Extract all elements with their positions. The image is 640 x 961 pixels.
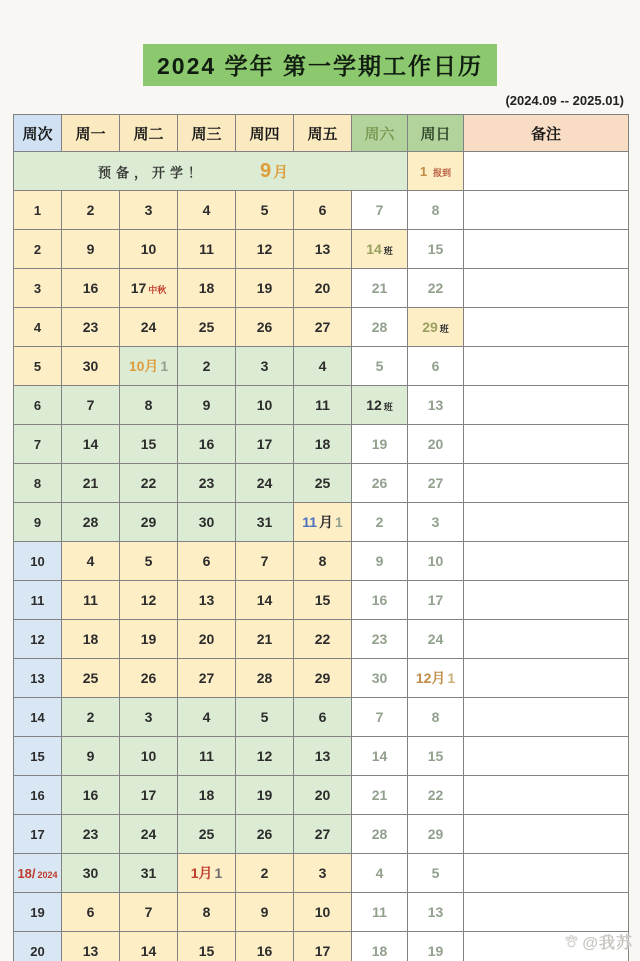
calendar-week-row: [14, 581, 629, 620]
day-cell: 17 中秋: [120, 269, 178, 308]
header-week-number: 周次: [14, 115, 62, 152]
remark-cell: [464, 620, 629, 659]
header-day-tuesday: 周二: [120, 115, 178, 152]
remark-cell: [464, 854, 629, 893]
september-first-registration-cell: 1 报到: [408, 152, 464, 191]
day-cell: 14: [62, 425, 120, 464]
week-number-cell: 10: [14, 542, 62, 581]
day-cell: 7: [352, 191, 408, 230]
day-cell: 18: [352, 932, 408, 961]
day-cell: 25: [178, 815, 236, 854]
calendar-week-row: [14, 269, 629, 308]
day-cell: 4: [62, 542, 120, 581]
week-number-cell: 19: [14, 893, 62, 932]
day-cell: 9: [178, 386, 236, 425]
day-cell: 24: [408, 620, 464, 659]
day-cell: 19: [236, 269, 294, 308]
calendar-table: [13, 114, 629, 961]
day-cell: 4: [178, 698, 236, 737]
day-cell: 13: [408, 893, 464, 932]
day-cell: 5: [236, 191, 294, 230]
remark-cell: [464, 308, 629, 347]
day-cell: 22: [408, 776, 464, 815]
week-number-cell: 16: [14, 776, 62, 815]
day-cell: 30: [62, 347, 120, 386]
calendar-week-row: [14, 503, 629, 542]
remark-cell: [464, 503, 629, 542]
day-cell: 7: [120, 893, 178, 932]
week-number-cell: 13: [14, 659, 62, 698]
day-cell: 11: [352, 893, 408, 932]
calendar-week-row: [14, 425, 629, 464]
title-wrap: [0, 0, 640, 86]
remark-cell: [464, 347, 629, 386]
day-cell: 12: [236, 737, 294, 776]
header-day-thursday: 周四: [236, 115, 294, 152]
remark-cell: [464, 191, 629, 230]
day-cell: 21: [236, 620, 294, 659]
day-cell: 9: [62, 737, 120, 776]
day-cell: 3: [120, 191, 178, 230]
day-cell: 24: [236, 464, 294, 503]
month-banner-row: [14, 152, 629, 191]
header-remark: 备注: [464, 115, 629, 152]
day-cell: 6: [62, 893, 120, 932]
week-number-cell: 18/ 2024: [14, 854, 62, 893]
day-cell: 15: [120, 425, 178, 464]
calendar-week-row: [14, 776, 629, 815]
week-number-cell: 12: [14, 620, 62, 659]
remark-cell: [464, 425, 629, 464]
day-cell: 20: [294, 269, 352, 308]
day-cell: 31: [120, 854, 178, 893]
day-cell: 28: [62, 503, 120, 542]
day-cell: 13: [294, 230, 352, 269]
day-cell: 7: [352, 698, 408, 737]
september-month-label: 9 月: [260, 159, 289, 182]
day-cell: 10: [294, 893, 352, 932]
date-range: (2024.09 -- 2025.01): [505, 93, 624, 108]
remark-cell: [464, 893, 629, 932]
day-cell: 16: [62, 776, 120, 815]
day-cell: 19: [236, 776, 294, 815]
remark-cell: [464, 152, 629, 191]
day-cell: 31: [236, 503, 294, 542]
day-cell: 9: [352, 542, 408, 581]
day-cell: 30: [178, 503, 236, 542]
day-cell: 2: [236, 854, 294, 893]
header-day-monday: 周一: [62, 115, 120, 152]
day-cell: 21: [352, 776, 408, 815]
day-cell: 10: [236, 386, 294, 425]
day-cell: 16: [352, 581, 408, 620]
week-number-cell: 9: [14, 503, 62, 542]
day-cell: 4: [352, 854, 408, 893]
day-cell: 8: [408, 698, 464, 737]
calendar-week-row: [14, 932, 629, 961]
day-cell: 12 班: [352, 386, 408, 425]
week-number-cell: 15: [14, 737, 62, 776]
day-cell: 2: [62, 698, 120, 737]
day-cell: 24: [120, 815, 178, 854]
remark-cell: [464, 269, 629, 308]
remark-cell: [464, 659, 629, 698]
day-cell: 10: [120, 737, 178, 776]
calendar-week-row: [14, 191, 629, 230]
day-cell: 11: [294, 386, 352, 425]
day-cell: 2: [178, 347, 236, 386]
day-cell: 15: [408, 737, 464, 776]
week-number-cell: 17: [14, 815, 62, 854]
week-number-cell: 7: [14, 425, 62, 464]
day-cell: 18: [178, 269, 236, 308]
remark-cell: [464, 698, 629, 737]
day-cell: 26: [352, 464, 408, 503]
calendar-week-row: [14, 542, 629, 581]
day-cell: 9: [236, 893, 294, 932]
header-day-wednesday: 周三: [178, 115, 236, 152]
day-cell: 28: [352, 815, 408, 854]
day-cell: 17: [294, 932, 352, 961]
day-cell: 14: [236, 581, 294, 620]
week-number-cell: 11: [14, 581, 62, 620]
day-cell: 7: [236, 542, 294, 581]
day-cell: 8: [408, 191, 464, 230]
calendar-week-row: [14, 893, 629, 932]
header-day-sunday: 周日: [408, 115, 464, 152]
day-cell: 27: [294, 815, 352, 854]
day-cell: 27: [178, 659, 236, 698]
day-cell: 20: [178, 620, 236, 659]
day-cell: 17: [236, 425, 294, 464]
day-cell: 15: [408, 230, 464, 269]
day-cell: 16: [236, 932, 294, 961]
day-cell: 8: [178, 893, 236, 932]
day-cell: 3: [236, 347, 294, 386]
day-cell: 29: [294, 659, 352, 698]
day-cell: 18: [294, 425, 352, 464]
day-cell: 16: [178, 425, 236, 464]
day-cell: 3: [120, 698, 178, 737]
week-number-cell: 6: [14, 386, 62, 425]
day-cell: 18: [178, 776, 236, 815]
day-cell: 28: [236, 659, 294, 698]
day-cell: 25: [294, 464, 352, 503]
day-cell: 10月 1: [120, 347, 178, 386]
day-cell: 11: [178, 230, 236, 269]
day-cell: 8: [120, 386, 178, 425]
day-cell: 25: [178, 308, 236, 347]
remark-cell: [464, 815, 629, 854]
semester-start-note: 预备，开学！: [98, 164, 207, 180]
header-row: [14, 115, 629, 152]
day-cell: 10: [120, 230, 178, 269]
calendar-week-row: [14, 698, 629, 737]
calendar-week-row: [14, 854, 629, 893]
calendar-week-row: [14, 230, 629, 269]
calendar-week-row: [14, 386, 629, 425]
day-cell: 29: [408, 815, 464, 854]
day-cell: 5: [236, 698, 294, 737]
day-cell: 19: [120, 620, 178, 659]
day-cell: 10: [408, 542, 464, 581]
day-cell: 6: [408, 347, 464, 386]
day-cell: 14: [120, 932, 178, 961]
day-cell: 30: [352, 659, 408, 698]
day-cell: 14 班: [352, 230, 408, 269]
watermark-text: @我苏: [582, 935, 633, 952]
day-cell: 13: [294, 737, 352, 776]
day-cell: 5: [408, 854, 464, 893]
week-number-cell: 4: [14, 308, 62, 347]
day-cell: 21: [352, 269, 408, 308]
week-number-cell: 2: [14, 230, 62, 269]
day-cell: 23: [62, 308, 120, 347]
day-cell: 17: [408, 581, 464, 620]
day-cell: 15: [178, 932, 236, 961]
september-banner-inner: [14, 152, 407, 190]
header-day-friday: 周五: [294, 115, 352, 152]
day-cell: 20: [408, 425, 464, 464]
day-cell: 11: [178, 737, 236, 776]
day-cell: 1月 1: [178, 854, 236, 893]
remark-cell: [464, 776, 629, 815]
remark-cell: [464, 542, 629, 581]
day-cell: 7: [62, 386, 120, 425]
day-cell: 18: [62, 620, 120, 659]
week-number-cell: 14: [14, 698, 62, 737]
day-cell: 12月 1: [408, 659, 464, 698]
watermark: [564, 930, 633, 953]
remark-cell: [464, 581, 629, 620]
day-cell: 21: [62, 464, 120, 503]
calendar-week-row: [14, 308, 629, 347]
header-day-saturday: 周六: [352, 115, 408, 152]
day-cell: 28: [352, 308, 408, 347]
remark-cell: [464, 464, 629, 503]
calendar-week-row: [14, 464, 629, 503]
calendar-week-row: [14, 620, 629, 659]
week-number-cell: 20: [14, 932, 62, 961]
day-cell: 12: [120, 581, 178, 620]
paw-icon: [564, 934, 579, 949]
day-cell: 23: [62, 815, 120, 854]
day-cell: 29: [120, 503, 178, 542]
week-number-cell: 8: [14, 464, 62, 503]
day-cell: 12: [236, 230, 294, 269]
day-cell: 13: [178, 581, 236, 620]
day-cell: 22: [120, 464, 178, 503]
day-cell: 15: [294, 581, 352, 620]
week-number-cell: 1: [14, 191, 62, 230]
day-cell: 11 月 1: [294, 503, 352, 542]
remark-cell: [464, 737, 629, 776]
remark-cell: [464, 230, 629, 269]
day-cell: 25: [62, 659, 120, 698]
day-cell: 27: [408, 464, 464, 503]
day-cell: 2: [352, 503, 408, 542]
calendar-week-row: [14, 659, 629, 698]
day-cell: 23: [178, 464, 236, 503]
day-cell: 5: [120, 542, 178, 581]
day-cell: 17: [120, 776, 178, 815]
calendar-week-row: [14, 347, 629, 386]
day-cell: 27: [294, 308, 352, 347]
day-cell: 4: [178, 191, 236, 230]
week-number-cell: 5: [14, 347, 62, 386]
day-cell: 20: [294, 776, 352, 815]
day-cell: 16: [62, 269, 120, 308]
calendar-body: [14, 152, 629, 961]
page-title: 2024 学年 第一学期工作日历: [143, 44, 497, 86]
day-cell: 29 班: [408, 308, 464, 347]
calendar-week-row: [14, 815, 629, 854]
day-cell: 3: [408, 503, 464, 542]
day-cell: 13: [62, 932, 120, 961]
september-banner-cell: [14, 152, 408, 191]
day-cell: 19: [352, 425, 408, 464]
day-cell: 9: [62, 230, 120, 269]
day-cell: 8: [294, 542, 352, 581]
day-cell: 14: [352, 737, 408, 776]
week-number-cell: 3: [14, 269, 62, 308]
remark-cell: [464, 386, 629, 425]
day-cell: 22: [294, 620, 352, 659]
day-cell: 6: [178, 542, 236, 581]
day-cell: 26: [236, 815, 294, 854]
day-cell: 30: [62, 854, 120, 893]
day-cell: 26: [120, 659, 178, 698]
day-cell: 19: [408, 932, 464, 961]
day-cell: 22: [408, 269, 464, 308]
day-cell: 11: [62, 581, 120, 620]
day-cell: 23: [352, 620, 408, 659]
day-cell: 6: [294, 191, 352, 230]
day-cell: 2: [62, 191, 120, 230]
calendar-week-row: [14, 737, 629, 776]
day-cell: 3: [294, 854, 352, 893]
day-cell: 13: [408, 386, 464, 425]
day-cell: 5: [352, 347, 408, 386]
day-cell: 6: [294, 698, 352, 737]
day-cell: 24: [120, 308, 178, 347]
day-cell: 26: [236, 308, 294, 347]
day-cell: 4: [294, 347, 352, 386]
